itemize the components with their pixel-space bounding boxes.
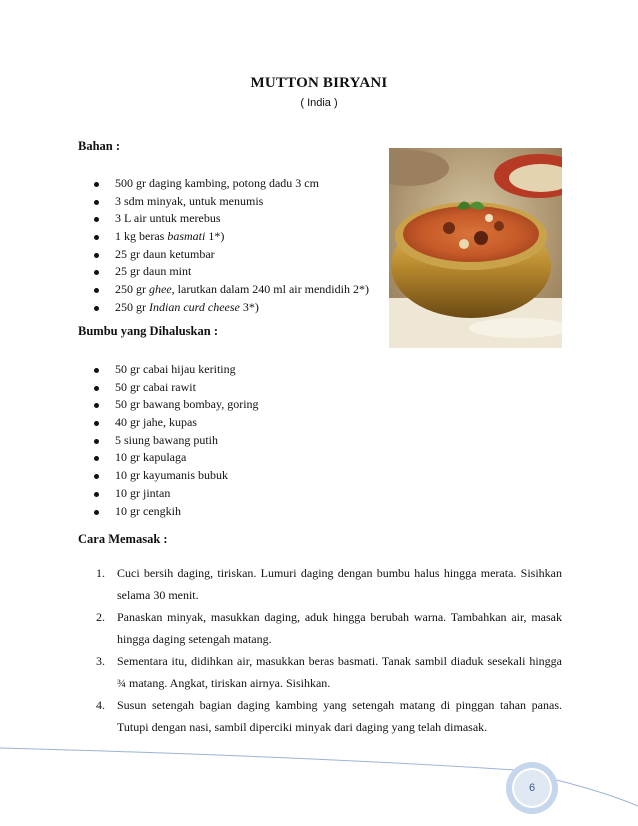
step-number: 1.	[96, 566, 105, 580]
bahan-item-suffix: , larutkan dalam 240 ml air mendidih 2*)	[171, 282, 369, 297]
step-number: 2.	[96, 610, 105, 624]
bahan-item-text: 250 gr	[115, 299, 149, 314]
bahan-item-emphasis: ghee	[149, 282, 172, 297]
bumbu-item-text: 5 siung bawang putih	[115, 432, 218, 447]
step-text: Cuci bersih daging, tiriskan. Lumuri daging dengan bumbu halus hingga merata. Sisihkan selama 30 menit.	[117, 566, 562, 602]
bahan-item-text: 25 gr daun ketumbar	[115, 246, 215, 261]
bumbu-item-text: 50 gr cabai hijau keriting	[115, 362, 236, 376]
step-text: Panaskan minyak, masukkan daging, aduk hingga berubah warna. Tambahkan air, masak hingga daging setengah matang.	[117, 610, 562, 646]
bahan-item-text: 3 L air untuk merebus	[115, 211, 221, 226]
bumbu-item-text: 10 gr kayumanis bubuk	[115, 468, 228, 483]
section-heading-bahan: Bahan :	[78, 139, 121, 153]
bahan-item-text: 25 gr daun mint	[115, 264, 192, 279]
bumbu-item-text: 10 gr jintan	[115, 485, 171, 500]
bahan-item-text: 250 gr	[115, 282, 149, 297]
bahan-item-text: 1 kg beras	[115, 229, 168, 244]
bahan-item-emphasis: basmati	[167, 229, 206, 244]
recipe-origin: ( India )	[300, 97, 338, 109]
bumbu-item-text: 10 gr kapulaga	[115, 450, 187, 465]
bahan-item-suffix: 1*)	[205, 229, 225, 244]
bahan-item-text: 3 sdm minyak, untuk menumis	[115, 193, 264, 208]
bahan-item-emphasis: Indian curd cheese	[149, 299, 240, 314]
step-number: 3.	[96, 654, 105, 668]
bumbu-item-text: 50 gr bawang bombay, goring	[115, 397, 259, 412]
section-heading-cara: Cara Memasak :	[78, 532, 168, 546]
step-text: Sementara itu, didihkan air, masukkan beras basmati. Tanak sambil diaduk sesekali hingga ¾ matang. Angkat, tiriskan airnya. Sisihkan.	[117, 654, 562, 690]
step-number: 4.	[96, 698, 105, 712]
recipe-title: MUTTON BIRYANI	[250, 75, 388, 91]
bumbu-item-text: 10 gr cengkih	[115, 503, 181, 518]
bahan-item-text: 500 gr daging kambing, potong dadu 3 cm	[115, 176, 319, 190]
bumbu-item-text: 50 gr cabai rawit	[115, 379, 196, 394]
step-text: Susun setengah bagian daging kambing yang setengah matang di pinggan tahan panas. Tutupi dengan nasi, sambil diperciki minyak dari daging yang telah dimasak.	[117, 698, 562, 734]
bumbu-item-text: 40 gr jahe, kupas	[115, 415, 197, 430]
page-number: 6	[528, 782, 536, 794]
bahan-item-suffix: 3*)	[239, 299, 259, 314]
section-heading-bumbu: Bumbu yang Dihaluskan :	[78, 324, 218, 338]
